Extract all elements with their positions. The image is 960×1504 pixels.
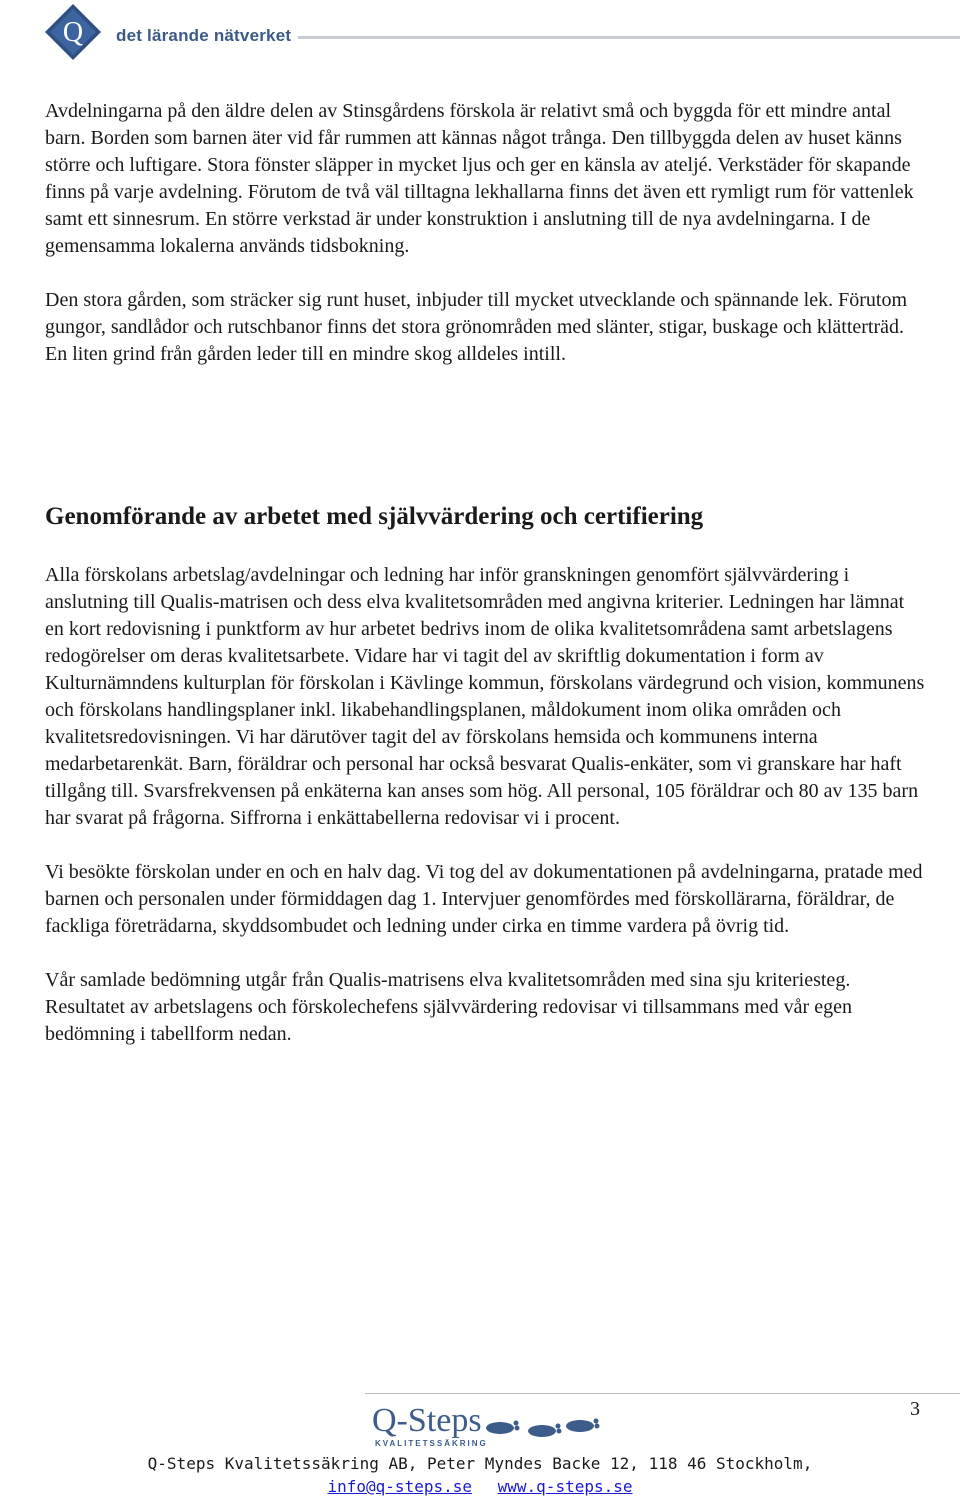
qsteps-logo-text: Q-Steps [372,1402,482,1439]
paragraph-premises: Avdelningarna på den äldre delen av Stinsgårdens förskola är relativt små och byggda för ett mindre antal barn. Borden som barnen äter vid får rummen att kännas något trånga. Den tillbyggda delen av huset känns större och luftigare. Stora fönster släpper in mycket ljus och ger en känsla av ateljé. Verkstäder för skapande finns på varje avdelning. Förutom de två väl tilltagna lekhallarna finns det även ett rymligt rum för vattenlek samt ett sinnesrum. En större verkstad är under konstruktion i anslutning till de nya avdelningarna. I de gemensamma lokalerna används tidsbokning. [45,100,914,257]
website-link[interactable]: www.q-steps.se [497,1477,633,1496]
paragraph-method: Alla förskolans arbetslag/avdelningar och ledning har inför granskningen genomfört självvärdering i anslutning till Qualis-matrisen och dess elva kvalitetsområden med angivna kriterier. Ledningen har lämnat en kort redovisning i punktform av hur arbetet bedrivs inom de olika kvalitetsområdena samt arbetslagens redogörelser om deras kvalitetsarbete. Vidare har vi tagit del av skriftlig dokumentation i form av Kulturnämndens kulturplan för förskolan i Kävlinge kommun, förskolans värdegrund och vision, kommunens och förskolans handlingsplaner inkl. likabehandlingsplanen, måldokument inom olika områden och kvalitetsredovisningen. Vi har därutöver tagit del av förskolans hemsida och kommunens interna medarbetarenkät. Barn, föräldrar och personal har också besvarat Qualis-enkäter, som vi granskare har haft tillgång till. Svarsfrekvensen på enkäterna kan anses som hög. All personal, 105 föräldrar och 80 av 135 barn har svarat på frågorna. Siffrorna i enkättabellerna redovisar vi i procent. [45,564,925,829]
svg-text:Q: Q [62,17,84,48]
qsteps-logo [372,1402,602,1452]
paragraph-visit: Vi besökte förskolan under en och en halv dag. Vi tog del av dokumentationen på avdelningarna, pratade med barnen och personalen under förmiddagen dag 1. Intervjuer genomfördes med förskollärarna, föräldrar, de fackliga företrädarna, skyddsombudet och ledning under cirka en timme vardera på övrig tid. [45,861,923,937]
header-rule [298,36,960,39]
paragraph-assessment: Vår samlade bedömning utgår från Qualis-matrisens elva kvalitetsområden med sina sju kriteriesteg. Resultatet av arbetslagens och förskolechefens självvärdering redovisar vi tillsammans med vår egen bedömning i tabellform nedan. [45,969,852,1045]
page-header [0,0,960,70]
page-number: 3 [910,1398,920,1420]
brand-name: det lärande nätverket [116,26,292,45]
email-link[interactable]: info@q-steps.se [327,1477,472,1496]
footer-address: Q-Steps Kvalitetssäkring AB, Peter Myndes Backe 12, 118 46 Stockholm, [147,1454,813,1473]
footer-contacts [0,1477,960,1496]
intro-text [45,98,925,368]
section-heading: Genomförande av arbetet med självvärdering och certifiering [45,503,704,530]
footprints-icon [482,1414,602,1440]
qsteps-logo-subtitle: KVALITETSSÄKRING [375,1439,488,1448]
section-text [45,562,925,1075]
footer-rule [365,1393,960,1394]
paragraph-yard: Den stora gården, som sträcker sig runt huset, inbjuder till mycket utvecklande och spännande lek. Förutom gungor, sandlådor och rutschbanor finns det stora grönområden med slänter, stigar, buskage och klätterträd. En liten grind från gården leder till en mindre skog alldeles intill. [45,289,908,365]
q-logo-icon [44,3,102,61]
